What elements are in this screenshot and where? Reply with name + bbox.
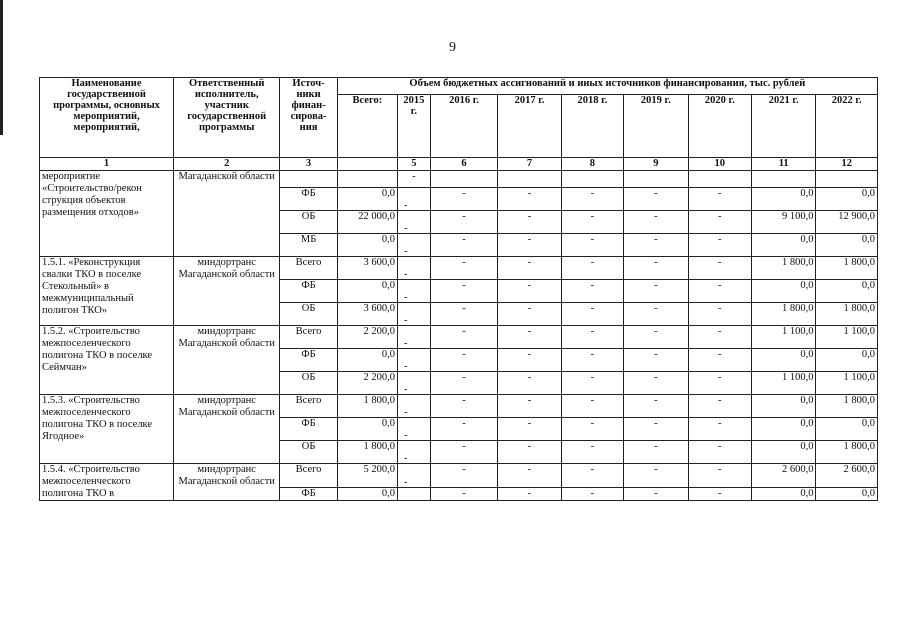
year-dash-value: - bbox=[561, 372, 623, 395]
year-value bbox=[561, 171, 623, 188]
year-dash-value: - bbox=[430, 257, 498, 280]
column-number: 11 bbox=[752, 158, 816, 171]
year-dash-value: - bbox=[498, 280, 561, 303]
year-dash-value: - bbox=[624, 487, 688, 500]
year-2021-value: 0,0 bbox=[752, 441, 816, 464]
header-year-0: 2015 г. bbox=[398, 95, 431, 158]
year-2022-value: 1 100,0 bbox=[816, 326, 878, 349]
year-dash-value: - bbox=[688, 326, 751, 349]
year-2022-value: 1 100,0 bbox=[816, 372, 878, 395]
total-value bbox=[337, 171, 397, 188]
funding-source: ФБ bbox=[280, 487, 337, 500]
year-dash-value: - bbox=[561, 257, 623, 280]
year-dash-value: - bbox=[430, 441, 498, 464]
year-2021-value: 0,0 bbox=[752, 234, 816, 257]
year-dash-value: - bbox=[430, 487, 498, 500]
measure-name: 1.5.3. «Строительство межпоселенческого полигона ТКО в поселке Ягодное» bbox=[40, 395, 174, 464]
year-dash-value: - bbox=[688, 487, 751, 500]
total-value: 1 800,0 bbox=[337, 395, 397, 418]
year-dash-value: - bbox=[688, 418, 751, 441]
measure-name: 1.5.4. «Строительство межпоселенческого полигона ТКО в bbox=[40, 464, 174, 501]
year-2015-cell bbox=[398, 418, 431, 441]
year-2022-value: 0,0 bbox=[816, 234, 878, 257]
funding-source: Всего bbox=[280, 326, 337, 349]
year-2015-value: - bbox=[404, 384, 408, 395]
year-dash-value: - bbox=[688, 280, 751, 303]
year-dash-value: - bbox=[688, 234, 751, 257]
funding-source: ОБ bbox=[280, 303, 337, 326]
year-2022-value: 1 800,0 bbox=[816, 395, 878, 418]
page-edge-mark bbox=[0, 0, 3, 135]
header-year-1: 2016 г. bbox=[430, 95, 498, 158]
year-2021-value: 2 600,0 bbox=[752, 464, 816, 488]
total-value: 3 600,0 bbox=[337, 257, 397, 280]
year-2021-value: 0,0 bbox=[752, 487, 816, 500]
year-2015-value: - bbox=[404, 269, 408, 280]
year-2015-cell bbox=[398, 464, 431, 488]
measure-name: 1.5.2. «Строительство межпоселенческого полигона ТКО в поселке Сеймчан» bbox=[40, 326, 174, 395]
year-2015-cell bbox=[398, 441, 431, 464]
year-dash-value: - bbox=[430, 326, 498, 349]
year-dash-value: - bbox=[498, 188, 561, 211]
header-source: Источ-ники финан-сирова-ния bbox=[280, 78, 337, 158]
table-row bbox=[40, 171, 878, 188]
year-dash-value: - bbox=[561, 464, 623, 488]
year-2021-value: 9 100,0 bbox=[752, 211, 816, 234]
year-dash-value: - bbox=[498, 487, 561, 500]
year-dash-value: - bbox=[624, 372, 688, 395]
year-dash-value: - bbox=[561, 303, 623, 326]
year-dash-value: - bbox=[498, 211, 561, 234]
header-name: Наименование государственной программы, основных мероприятий, мероприятий, bbox=[40, 78, 174, 158]
measure-name: 1.5.1. «Реконструкция свалки ТКО в поселке Стекольный» в межмуниципальный полигон ТКО» bbox=[40, 257, 174, 326]
year-dash-value: - bbox=[561, 487, 623, 500]
year-2022-value: 1 800,0 bbox=[816, 257, 878, 280]
year-dash-value: - bbox=[624, 211, 688, 234]
year-dash-value: - bbox=[561, 441, 623, 464]
year-dash-value: - bbox=[498, 303, 561, 326]
year-2022-value: 0,0 bbox=[816, 349, 878, 372]
year-dash-value: - bbox=[561, 234, 623, 257]
year-dash-value: - bbox=[498, 349, 561, 372]
column-number: 10 bbox=[688, 158, 751, 171]
funding-source: ФБ bbox=[280, 418, 337, 441]
table-row bbox=[40, 326, 878, 349]
funding-source: ФБ bbox=[280, 280, 337, 303]
column-number: 8 bbox=[561, 158, 623, 171]
year-dash-value: - bbox=[688, 257, 751, 280]
funding-source: Всего bbox=[280, 395, 337, 418]
year-2022-value: 2 600,0 bbox=[816, 464, 878, 488]
total-value: 0,0 bbox=[337, 234, 397, 257]
year-value bbox=[498, 171, 561, 188]
funding-source: ФБ bbox=[280, 349, 337, 372]
table-row bbox=[40, 464, 878, 488]
year-2021-value: 1 100,0 bbox=[752, 372, 816, 395]
year-2021-value: 0,0 bbox=[752, 418, 816, 441]
responsible-executor: миндортранс Магаданской области bbox=[174, 257, 280, 326]
year-dash-value: - bbox=[624, 418, 688, 441]
header-year-5: 2020 г. bbox=[688, 95, 751, 158]
year-dash-value: - bbox=[624, 257, 688, 280]
year-dash-value: - bbox=[624, 234, 688, 257]
year-dash-value: - bbox=[498, 326, 561, 349]
total-value: 0,0 bbox=[337, 188, 397, 211]
year-2015-value: - bbox=[404, 430, 408, 441]
year-2015-cell bbox=[398, 349, 431, 372]
total-value: 0,0 bbox=[337, 418, 397, 441]
year-2015-cell bbox=[398, 188, 431, 211]
table-row bbox=[40, 395, 878, 418]
year-dash-value: - bbox=[561, 211, 623, 234]
year-dash-value: - bbox=[430, 211, 498, 234]
column-number-row bbox=[40, 158, 878, 171]
funding-source: ОБ bbox=[280, 211, 337, 234]
year-dash-value: - bbox=[688, 395, 751, 418]
year-dash-value: - bbox=[498, 418, 561, 441]
year-2021-value: 0,0 bbox=[752, 280, 816, 303]
year-2022-value: 1 800,0 bbox=[816, 303, 878, 326]
funding-source: МБ bbox=[280, 234, 337, 257]
year-dash-value: - bbox=[561, 280, 623, 303]
year-2022-value: 0,0 bbox=[816, 418, 878, 441]
total-value: 3 600,0 bbox=[337, 303, 397, 326]
year-dash-value: - bbox=[688, 211, 751, 234]
funding-source: Всего bbox=[280, 257, 337, 280]
funding-source bbox=[280, 171, 337, 188]
year-dash-value: - bbox=[624, 395, 688, 418]
year-dash-value: - bbox=[498, 441, 561, 464]
year-dash-value: - bbox=[624, 326, 688, 349]
year-dash-value: - bbox=[624, 349, 688, 372]
year-value bbox=[752, 171, 816, 188]
funding-source: ОБ bbox=[280, 372, 337, 395]
year-2015-value: - bbox=[404, 476, 408, 488]
funding-source: ФБ bbox=[280, 188, 337, 211]
responsible-executor: миндортранс Магаданской области bbox=[174, 326, 280, 395]
year-2015-value: - bbox=[404, 292, 408, 303]
year-value bbox=[624, 171, 688, 188]
year-dash-value: - bbox=[430, 234, 498, 257]
year-dash-value: - bbox=[430, 464, 498, 488]
year-2015-cell bbox=[398, 372, 431, 395]
year-dash-value: - bbox=[561, 188, 623, 211]
header-year-4: 2019 г. bbox=[624, 95, 688, 158]
column-number: 12 bbox=[816, 158, 878, 171]
year-2022-value: 0,0 bbox=[816, 188, 878, 211]
header-total: Всего: bbox=[337, 95, 397, 158]
responsible-executor: миндортранс Магаданской области bbox=[174, 464, 280, 501]
year-2021-value: 1 800,0 bbox=[752, 257, 816, 280]
year-dash-value: - bbox=[498, 372, 561, 395]
year-2015-value: - bbox=[404, 223, 408, 234]
year-dash-value: - bbox=[561, 326, 623, 349]
year-2021-value: 1 100,0 bbox=[752, 326, 816, 349]
total-value: 0,0 bbox=[337, 280, 397, 303]
year-2015-cell bbox=[398, 395, 431, 418]
total-value: 2 200,0 bbox=[337, 372, 397, 395]
budget-table bbox=[39, 77, 878, 501]
year-dash-value: - bbox=[688, 441, 751, 464]
year-dash-value: - bbox=[430, 395, 498, 418]
year-dash-value: - bbox=[430, 349, 498, 372]
year-value bbox=[816, 171, 878, 188]
year-dash-value: - bbox=[561, 418, 623, 441]
table-row bbox=[40, 257, 878, 280]
year-2015-value: - bbox=[404, 200, 408, 211]
year-dash-value: - bbox=[561, 395, 623, 418]
responsible-executor: миндортранс Магаданской области bbox=[174, 395, 280, 464]
column-number: 7 bbox=[498, 158, 561, 171]
year-dash-value: - bbox=[498, 395, 561, 418]
year-dash-value: - bbox=[430, 280, 498, 303]
total-value: 22 000,0 bbox=[337, 211, 397, 234]
year-value bbox=[430, 171, 498, 188]
column-number: 6 bbox=[430, 158, 498, 171]
total-value: 0,0 bbox=[337, 349, 397, 372]
year-dash-value: - bbox=[498, 234, 561, 257]
year-dash-value: - bbox=[430, 188, 498, 211]
year-2015-cell bbox=[398, 326, 431, 349]
funding-source: ОБ bbox=[280, 441, 337, 464]
year-dash-value: - bbox=[430, 303, 498, 326]
year-2015-value: - bbox=[404, 361, 408, 372]
header-year-3: 2018 г. bbox=[561, 95, 623, 158]
year-2015-value: - bbox=[404, 407, 408, 418]
header-volume: Объем бюджетных ассигнований и иных источников финансирования, тыс. рублей bbox=[337, 78, 877, 95]
year-2021-value: 1 800,0 bbox=[752, 303, 816, 326]
year-dash-value: - bbox=[688, 303, 751, 326]
column-number: 5 bbox=[398, 158, 431, 171]
year-2015-value: - bbox=[398, 171, 431, 188]
year-2015-value: - bbox=[404, 315, 408, 326]
year-dash-value: - bbox=[688, 464, 751, 488]
year-2022-value: 0,0 bbox=[816, 280, 878, 303]
column-number bbox=[337, 158, 397, 171]
year-value bbox=[688, 171, 751, 188]
year-dash-value: - bbox=[624, 303, 688, 326]
year-dash-value: - bbox=[624, 280, 688, 303]
total-value: 1 800,0 bbox=[337, 441, 397, 464]
year-2015-cell bbox=[398, 234, 431, 257]
header-year-6: 2021 г. bbox=[752, 95, 816, 158]
funding-source: Всего bbox=[280, 464, 337, 488]
year-2021-value: 0,0 bbox=[752, 395, 816, 418]
header-responsible: Ответственный исполнитель, участник государственной программы bbox=[174, 78, 280, 158]
year-2015-value: - bbox=[404, 453, 408, 464]
year-2021-value: 0,0 bbox=[752, 188, 816, 211]
responsible-executor: Магаданской области bbox=[174, 171, 280, 257]
year-dash-value: - bbox=[688, 372, 751, 395]
column-number: 1 bbox=[40, 158, 174, 171]
year-2015-cell bbox=[398, 280, 431, 303]
year-2015-cell bbox=[398, 257, 431, 280]
total-value: 2 200,0 bbox=[337, 326, 397, 349]
year-dash-value: - bbox=[624, 188, 688, 211]
year-dash-value: - bbox=[498, 257, 561, 280]
year-dash-value: - bbox=[624, 441, 688, 464]
year-2022-value: 0,0 bbox=[816, 487, 878, 500]
measure-name: мероприятие «Строительство/рекон струкция объектов размещения отходов» bbox=[40, 171, 174, 257]
year-2015-value: - bbox=[404, 246, 408, 257]
total-value: 0,0 bbox=[337, 487, 397, 500]
header-year-2: 2017 г. bbox=[498, 95, 561, 158]
header-year-7: 2022 г. bbox=[816, 95, 878, 158]
year-2022-value: 12 900,0 bbox=[816, 211, 878, 234]
year-2022-value: 1 800,0 bbox=[816, 441, 878, 464]
year-dash-value: - bbox=[430, 372, 498, 395]
column-number: 3 bbox=[280, 158, 337, 171]
page-number: 9 bbox=[449, 40, 456, 55]
year-2015-value: - bbox=[404, 338, 408, 349]
year-dash-value: - bbox=[561, 349, 623, 372]
year-2015-cell bbox=[398, 303, 431, 326]
year-dash-value: - bbox=[624, 464, 688, 488]
year-dash-value: - bbox=[430, 418, 498, 441]
year-dash-value: - bbox=[688, 188, 751, 211]
column-number: 2 bbox=[174, 158, 280, 171]
year-dash-value: - bbox=[498, 464, 561, 488]
year-2015-cell bbox=[398, 211, 431, 234]
total-value: 5 200,0 bbox=[337, 464, 397, 488]
column-number: 9 bbox=[624, 158, 688, 171]
year-2021-value: 0,0 bbox=[752, 349, 816, 372]
year-2015-cell bbox=[398, 487, 431, 500]
year-dash-value: - bbox=[688, 349, 751, 372]
